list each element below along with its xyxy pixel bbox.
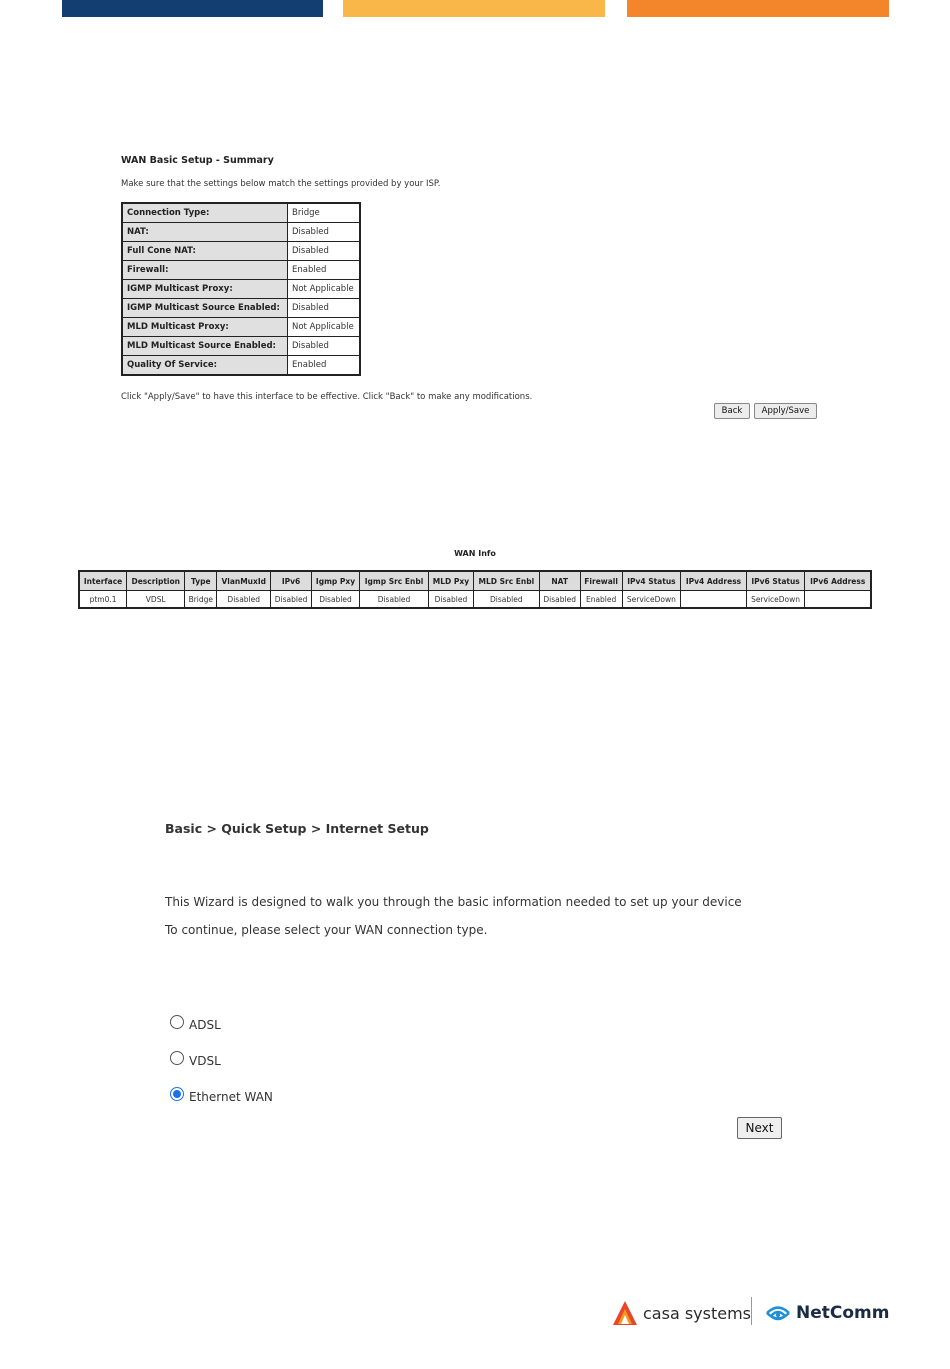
- summary-label: NAT:: [122, 223, 288, 242]
- table-cell: Disabled: [217, 591, 271, 609]
- column-header: MLD Src Enbl: [473, 571, 539, 591]
- casa-systems-text: casa systems: [643, 1303, 752, 1323]
- column-header: IPv6 Address: [805, 571, 871, 591]
- column-header: Firewall: [580, 571, 622, 591]
- radio-adsl[interactable]: [170, 1015, 184, 1029]
- next-button[interactable]: Next: [737, 1117, 782, 1139]
- radio-option-ethernet-wan[interactable]: [170, 1085, 273, 1103]
- radio-option-adsl[interactable]: [170, 1013, 221, 1031]
- column-header: IPv4 Address: [681, 571, 746, 591]
- summary-value: Disabled: [288, 337, 361, 356]
- summary-value: Bridge: [288, 203, 361, 223]
- column-header: IPv6 Status: [746, 571, 805, 591]
- summary-label: Quality Of Service:: [122, 356, 288, 376]
- summary-label: MLD Multicast Source Enabled:: [122, 337, 288, 356]
- table-cell: Bridge: [185, 591, 217, 609]
- table-cell: Disabled: [473, 591, 539, 609]
- header-bar-orange: [627, 0, 889, 17]
- table-row: [122, 299, 360, 318]
- table-row: [122, 280, 360, 299]
- radio-option-vdsl[interactable]: [170, 1049, 221, 1067]
- summary-value: Enabled: [288, 261, 361, 280]
- casa-triangle-icon: [612, 1300, 638, 1326]
- column-header: Description: [127, 571, 185, 591]
- table-row: [122, 261, 360, 280]
- summary-note: Make sure that the settings below match the settings provided by your ISP.: [121, 179, 441, 189]
- table-row: [122, 242, 360, 261]
- table-cell: [805, 591, 871, 609]
- radio-label: ADSL: [189, 1018, 221, 1032]
- summary-label: Firewall:: [122, 261, 288, 280]
- table-header-row: [79, 571, 871, 591]
- table-row: [79, 591, 871, 609]
- radio-label: Ethernet WAN: [189, 1090, 273, 1104]
- summary-label: IGMP Multicast Source Enabled:: [122, 299, 288, 318]
- table-row: [122, 356, 360, 376]
- column-header: VlanMuxId: [217, 571, 271, 591]
- wizard-intro-text: This Wizard is designed to walk you through the basic information needed to set up your device: [165, 895, 742, 909]
- netcomm-logo: [765, 1298, 889, 1328]
- back-button[interactable]: Back: [714, 403, 750, 419]
- table-cell: ptm0.1: [79, 591, 127, 609]
- column-header: IPv6: [271, 571, 312, 591]
- column-header: Interface: [79, 571, 127, 591]
- apply-save-button[interactable]: Apply/Save: [754, 403, 817, 419]
- table-cell: Disabled: [360, 591, 429, 609]
- breadcrumb: Basic > Quick Setup > Internet Setup: [165, 821, 429, 836]
- column-header: IPv4 Status: [622, 571, 681, 591]
- wan-info-table: [78, 570, 872, 609]
- summary-value: Disabled: [288, 299, 361, 318]
- table-row: [122, 318, 360, 337]
- logo-divider: [751, 1297, 752, 1325]
- summary-label: MLD Multicast Proxy:: [122, 318, 288, 337]
- table-row: [122, 223, 360, 242]
- summary-value: Disabled: [288, 242, 361, 261]
- column-header: Igmp Pxy: [312, 571, 360, 591]
- table-cell: Disabled: [539, 591, 580, 609]
- summary-table: [121, 202, 361, 376]
- summary-value: Not Applicable: [288, 280, 361, 299]
- table-cell: ServiceDown: [622, 591, 681, 609]
- summary-value: Not Applicable: [288, 318, 361, 337]
- wizard-instruction-text: To continue, please select your WAN connection type.: [165, 923, 488, 937]
- summary-value: Disabled: [288, 223, 361, 242]
- radio-vdsl[interactable]: [170, 1051, 184, 1065]
- table-cell: ServiceDown: [746, 591, 805, 609]
- column-header: NAT: [539, 571, 580, 591]
- summary-label: Full Cone NAT:: [122, 242, 288, 261]
- summary-value: Enabled: [288, 356, 361, 376]
- table-cell: [681, 591, 746, 609]
- table-row: [122, 203, 360, 223]
- radio-label: VDSL: [189, 1054, 221, 1068]
- radio-ethernet-wan[interactable]: [170, 1087, 184, 1101]
- netcomm-wifi-icon: [765, 1300, 791, 1326]
- netcomm-text: NetComm: [796, 1303, 890, 1323]
- header-bar-blue: [62, 0, 323, 17]
- table-cell: Disabled: [312, 591, 360, 609]
- column-header: MLD Pxy: [429, 571, 474, 591]
- table-row: [122, 337, 360, 356]
- table-cell: Disabled: [429, 591, 474, 609]
- summary-label: IGMP Multicast Proxy:: [122, 280, 288, 299]
- apply-note: Click "Apply/Save" to have this interface to be effective. Click "Back" to make any modifications.: [121, 392, 533, 402]
- table-cell: VDSL: [127, 591, 185, 609]
- column-header: Type: [185, 571, 217, 591]
- summary-label: Connection Type:: [122, 203, 288, 223]
- table-cell: Disabled: [271, 591, 312, 609]
- wan-info-caption: WAN Info: [454, 549, 496, 558]
- casa-systems-logo: [612, 1298, 751, 1328]
- column-header: Igmp Src Enbl: [360, 571, 429, 591]
- summary-title: WAN Basic Setup - Summary: [121, 155, 274, 166]
- table-cell: Enabled: [580, 591, 622, 609]
- header-bar-yellow: [343, 0, 605, 17]
